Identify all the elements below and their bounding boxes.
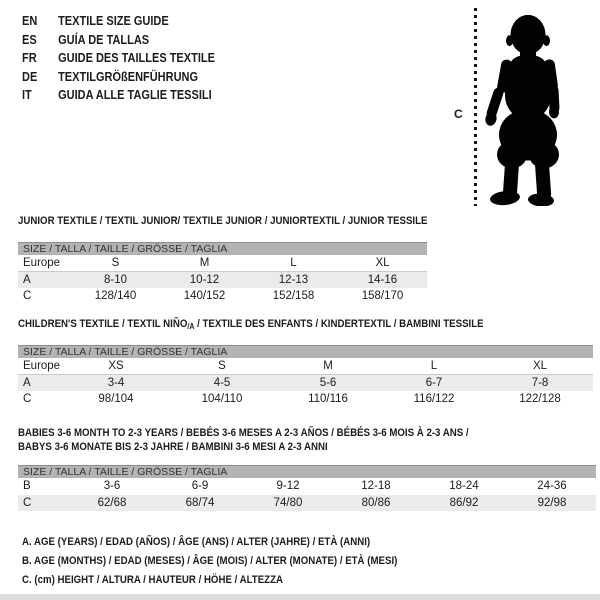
row-label: C: [23, 290, 32, 302]
value-cell: 10-12: [189, 274, 220, 286]
language-code: ES: [22, 32, 37, 47]
value-cell: 62/68: [97, 497, 127, 509]
value-cell: 24-36: [537, 480, 567, 492]
row-label: A: [23, 274, 31, 286]
language-label: TEXTILGRÖßENFÜHRUNG: [58, 69, 199, 84]
row-label: Europe: [23, 257, 61, 269]
value-cell: 68/74: [185, 497, 215, 509]
value-cell: 18-24: [449, 480, 479, 492]
value-cell: 158/170: [361, 290, 404, 302]
table-row: [18, 255, 427, 272]
value-cell: 9-12: [276, 480, 300, 492]
size-cell: M: [323, 360, 333, 372]
children-section-title: [18, 318, 484, 334]
title-text: / TEXTILE DES ENFANTS / KINDERTEXTIL / BAMBINI TESSILE: [194, 318, 484, 330]
language-row-fr: [22, 49, 215, 68]
row-label: A: [23, 377, 31, 389]
value-cell: 8-10: [103, 274, 128, 286]
value-cell: 110/116: [308, 393, 348, 405]
language-label: GUIDA ALLE TAGLIE TESSILI: [58, 88, 212, 102]
value-cell: 104/110: [201, 393, 243, 405]
row-label: Europe: [23, 360, 61, 372]
title-text: CHILDREN'S TEXTILE / TEXTIL NIÑO: [18, 318, 188, 330]
height-dotted-line: [474, 8, 477, 206]
value-cell: 86/92: [449, 497, 479, 509]
value-cell: 92/98: [537, 497, 567, 509]
size-cell: S: [218, 360, 226, 372]
table-row: [18, 272, 427, 288]
language-code: DE: [22, 69, 38, 84]
size-cell: L: [290, 257, 297, 269]
babies-size-table: [18, 465, 596, 511]
footnote-age-months: B. AGE (MONTHS) / EDAD (MESES) / ÂGE (MOIS) / ALTER (MONATE) / ETÀ (MESI): [22, 555, 398, 567]
size-cell: L: [430, 360, 438, 372]
language-row-es: [22, 31, 215, 50]
language-list: [22, 12, 241, 105]
language-label: GUIDE DES TAILLES TEXTILE: [58, 51, 215, 65]
value-cell: 3-4: [107, 377, 125, 389]
row-label: B: [23, 480, 31, 492]
row-label: C: [23, 497, 32, 509]
language-label: TEXTILE SIZE GUIDE: [58, 14, 169, 28]
language-row-de: [22, 68, 215, 87]
language-row-it: [22, 86, 215, 105]
value-cell: 80/86: [361, 497, 391, 509]
footnote-list: [22, 533, 449, 590]
row-label: C: [23, 393, 32, 405]
value-cell: 4-5: [213, 377, 231, 389]
language-label: GUÍA DE TALLAS: [58, 32, 150, 47]
value-cell: 116/122: [413, 393, 455, 405]
footnote-height: C. (cm) HEIGHT / ALTURA / HAUTEUR / HÖHE / ALTEZZA: [22, 574, 284, 586]
size-header-bar: SIZE / TALLA / TAILLE / GRÖSSE / TAGLIA: [18, 465, 596, 478]
size-cell: XL: [532, 360, 548, 372]
size-header-bar: SIZE / TALLA / TAILLE / GRÖSSE / TAGLIA: [18, 345, 593, 358]
value-cell: 12-18: [361, 480, 391, 492]
value-cell: 152/158: [272, 290, 315, 302]
language-code: EN: [22, 14, 38, 28]
value-cell: 14-16: [367, 274, 398, 286]
footnote-age-years: A. AGE (YEARS) / EDAD (AÑOS) / ÂGE (ANS) / ALTER (JAHRE) / ETÀ (ANNI): [22, 536, 371, 548]
size-cell: XS: [108, 360, 124, 372]
value-cell: 7-8: [531, 377, 549, 389]
title-line-1: BABIES 3-6 MONTH TO 2-3 YEARS / BEBÉS 3-6 MESES A 2-3 AÑOS / BÉBÉS 3-6 MOIS À 2-3 ANS /: [18, 427, 469, 439]
size-cell: M: [199, 257, 210, 269]
value-cell: 140/152: [183, 290, 226, 302]
language-code: FR: [22, 51, 37, 65]
size-cell: XL: [375, 257, 390, 269]
value-cell: 3-6: [103, 480, 121, 492]
table-row: [18, 391, 593, 407]
bottom-edge-strip: [0, 594, 600, 600]
value-cell: 122/128: [519, 393, 561, 405]
table-row: [18, 358, 593, 375]
table-row: [18, 375, 593, 391]
value-cell: 128/140: [94, 290, 137, 302]
value-cell: 6-7: [425, 377, 443, 389]
junior-size-table: [18, 242, 427, 304]
value-cell: 5-6: [319, 377, 337, 389]
title-subscript: /A: [187, 322, 195, 331]
junior-section-title: JUNIOR TEXTILE / TEXTIL JUNIOR/ TEXTILE JUNIOR / JUNIORTEXTIL / JUNIOR TESSILE: [18, 215, 428, 227]
language-code: IT: [22, 88, 32, 102]
title-line-2: BABYS 3-6 MONATE BIS 2-3 JAHRE / BAMBINI 3-6 MESI A 2-3 ANNI: [18, 440, 328, 453]
size-header-bar: SIZE / TALLA / TAILLE / GRÖSSE / TAGLIA: [18, 242, 427, 255]
table-row: [18, 495, 596, 511]
table-row: [18, 288, 427, 304]
language-row-en: [22, 12, 215, 31]
value-cell: 98/104: [98, 393, 134, 405]
height-measure-label: C: [454, 107, 463, 121]
toddler-silhouette-icon: [478, 8, 578, 206]
size-cell: S: [111, 257, 120, 269]
value-cell: 12-13: [278, 274, 309, 286]
children-size-table: [18, 345, 593, 407]
table-row: [18, 478, 596, 495]
babies-section-title: [18, 427, 469, 454]
value-cell: 74/80: [273, 497, 303, 509]
value-cell: 6-9: [191, 480, 209, 492]
